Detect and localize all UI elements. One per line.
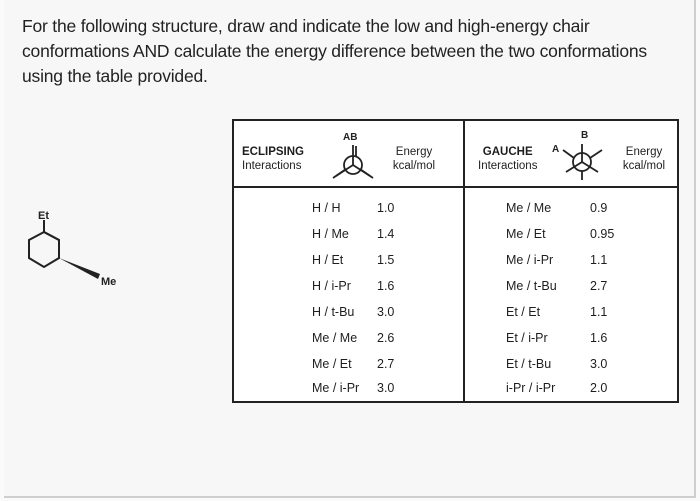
ring — [29, 232, 59, 267]
gauche-row-4-energy: 2.7 — [590, 279, 608, 293]
eclipsing-row-2-energy: 1.4 — [377, 227, 395, 241]
table-column-divider — [463, 121, 465, 401]
gauche-energy-header — [612, 145, 676, 173]
gauche-energy-unit: kcal/mol — [622, 160, 666, 172]
eclipsing-energy-title: Energy — [395, 146, 433, 158]
gauche-title: GAUCHE — [482, 146, 533, 158]
eclipsing-row-1-energy: 1.0 — [377, 201, 395, 215]
methyl-label: Me — [101, 276, 117, 288]
gauche-row-6-energy: 1.6 — [590, 331, 608, 345]
gauche-projection-label-b: B — [581, 130, 589, 141]
eclipsing-header — [242, 145, 304, 173]
gauche-row-3-interaction: Me / i-Pr — [506, 253, 554, 267]
gauche-row-7-interaction: Et / t-Bu — [506, 357, 552, 371]
question-line-2: conformations AND calculate the energy difference between the two conformations — [22, 41, 647, 61]
gauche-energy-title: Energy — [625, 146, 663, 158]
question-line-1: For the following structure, draw and indicate the low and high-energy chair — [22, 16, 590, 36]
cyclohexane-structure — [20, 210, 130, 310]
methyl-wedge-bond — [59, 258, 100, 279]
gauche-subtitle: Interactions — [478, 160, 538, 172]
eclipsing-subtitle: Interactions — [242, 160, 302, 172]
eclipsed-newman-projection-icon — [330, 143, 376, 181]
eclipsing-row-5-energy: 3.0 — [377, 305, 395, 319]
gauche-row-5-energy: 1.1 — [590, 305, 608, 319]
gauche-row-1-energy: 0.9 — [590, 201, 608, 215]
gauche-row-8-energy: 2.0 — [590, 381, 608, 395]
eclipsing-row-1-interaction: H / H — [312, 201, 341, 215]
eclipsing-row-7-interaction: Me / Et — [312, 357, 352, 371]
ethyl-label: Et — [38, 210, 49, 222]
cyclohexane-ring-drawing — [20, 210, 130, 310]
eclipsing-row-7-energy: 2.7 — [377, 357, 395, 371]
gauche-row-3-energy: 1.1 — [590, 253, 608, 267]
eclipsing-row-6-energy: 2.6 — [377, 331, 395, 345]
gauche-row-7-energy: 3.0 — [590, 357, 608, 371]
eclipsing-row-4-interaction: H / i-Pr — [312, 279, 351, 293]
eclipsing-energy-unit: kcal/mol — [392, 160, 436, 172]
gauche-row-4-interaction: Me / t-Bu — [506, 279, 557, 293]
eclipsing-energy-header — [382, 145, 446, 173]
eclipsing-row-3-interaction: H / Et — [312, 253, 344, 267]
gauche-projection-label-a: A — [552, 144, 560, 155]
energy-table — [232, 119, 679, 403]
eclipsing-title: ECLIPSING — [242, 146, 304, 158]
eclipsing-row-6-interaction: Me / Me — [312, 331, 358, 345]
gauche-row-2-energy: 0.95 — [590, 227, 615, 241]
eclipsing-row-8-energy: 3.0 — [377, 381, 395, 395]
eclipsing-row-8-interaction: Me / i-Pr — [312, 381, 360, 395]
eclipsing-row-4-energy: 1.6 — [377, 279, 395, 293]
gauche-header — [478, 145, 537, 173]
question-text — [22, 14, 694, 89]
gauche-row-6-interaction: Et / i-Pr — [506, 331, 548, 345]
eclipsing-row-3-energy: 1.5 — [377, 253, 395, 267]
gauche-row-2-interaction: Me / Et — [506, 227, 546, 241]
gauche-row-1-interaction: Me / Me — [506, 201, 552, 215]
question-line-3: using the table provided. — [22, 66, 208, 86]
gauche-newman-projection-icon — [560, 141, 606, 181]
gauche-row-8-interaction: i-Pr / i-Pr — [506, 381, 556, 395]
eclipsing-row-5-interaction: H / t-Bu — [312, 305, 355, 319]
eclipsing-projection-label: AB — [343, 132, 358, 143]
eclipsing-row-2-interaction: H / Me — [312, 227, 349, 241]
gauche-row-5-interaction: Et / Et — [506, 305, 541, 319]
